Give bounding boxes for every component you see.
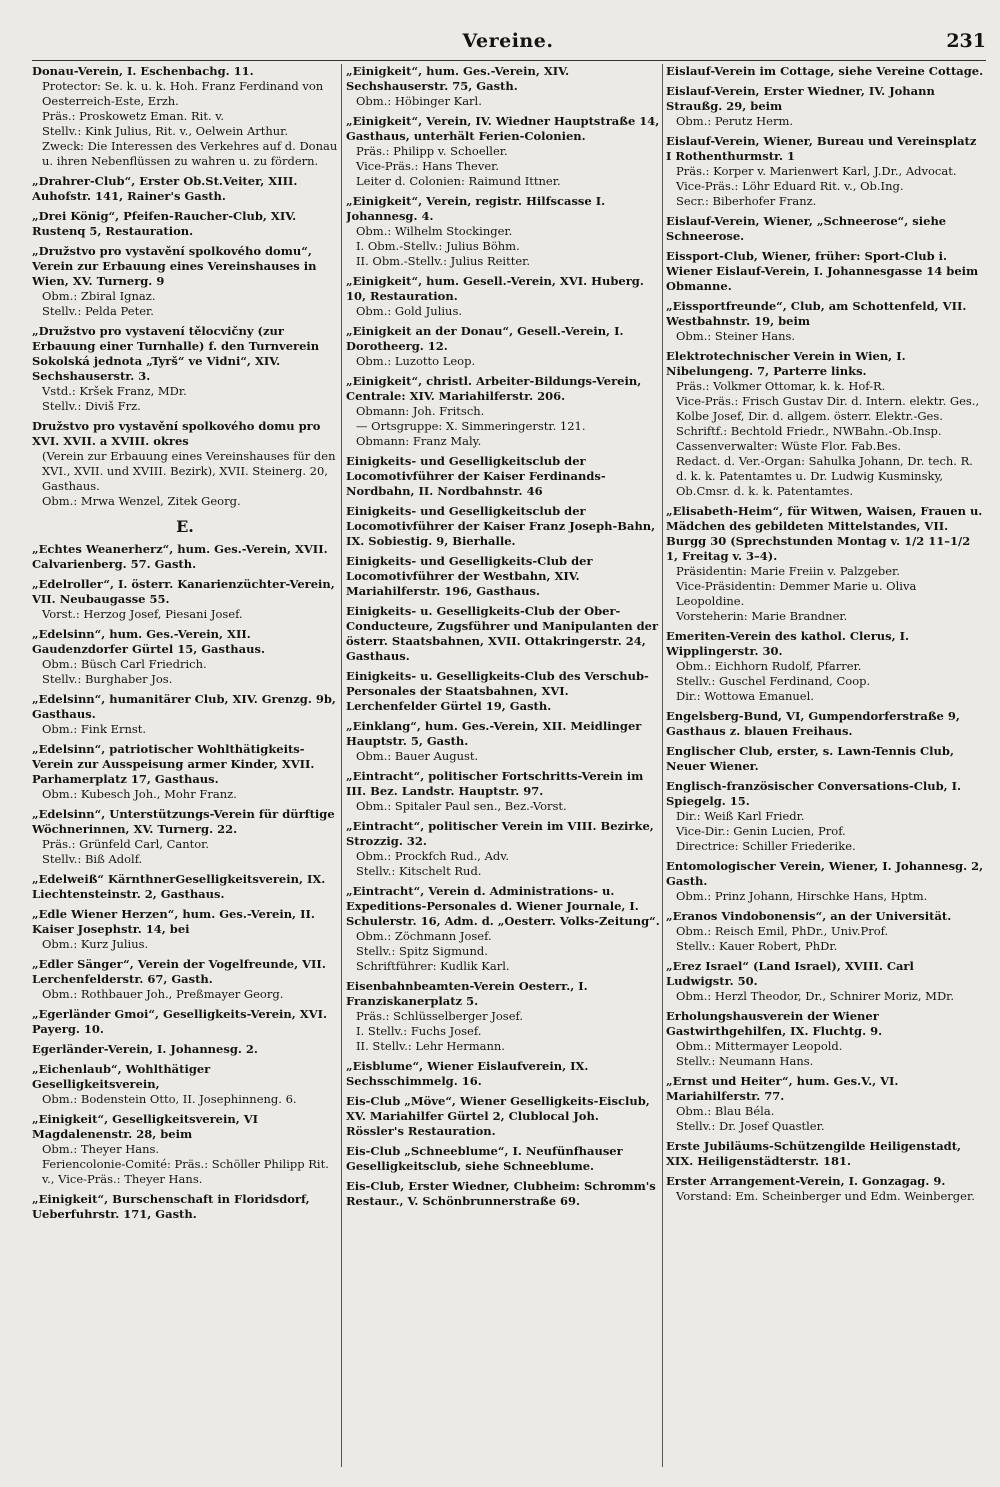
directory-entry <box>666 629 984 704</box>
entry-heading: Emeriten-Verein des kathol. Clerus, I. Wipplingerstr. 30. <box>666 629 909 658</box>
entry-heading: „Eisblume“, Wiener Eislaufverein, IX. Sechsschimmelg. 16. <box>346 1059 589 1088</box>
directory-entry <box>346 719 660 764</box>
entry-detail: Obm.: Mittermayer Leopold. <box>676 1039 843 1053</box>
entry-heading: „Edler Sänger“, Verein der Vogelfreunde, VII. Lerchenfelderstr. 67, Gasth. <box>32 957 326 986</box>
entry-heading: „Einklang“, hum. Ges.-Verein, XII. Meidlinger Hauptstr. 5, Gasth. <box>346 719 642 748</box>
directory-entry <box>346 604 660 664</box>
entry-heading: „Družstvo pro vystavění spolkového domu“, Verein zur Erbauung eines Vereinshauses in Wien, XV. Turnerg. 9 <box>32 244 317 288</box>
entry-detail: Vorstand: Em. Scheinberger und Edm. Weinberger. <box>676 1189 975 1203</box>
entry-detail: Stellv.: Spitz Sigmund. <box>356 944 488 958</box>
entry-detail: Präs.: Schlüsselberger Josef. <box>356 1009 524 1023</box>
entry-detail: Vice-Präs.: Löhr Eduard Rit. v., Ob.Ing. <box>676 179 904 193</box>
entry-detail: Schriftf.: Bechtold Friedr., NWBahn.-Ob.Insp. <box>676 424 942 438</box>
directory-entry <box>666 299 984 344</box>
directory-entry <box>32 1007 338 1037</box>
entry-heading: „Einigkeit“, Geselligkeitsverein, VI Magdalenenstr. 28, beim <box>32 1112 259 1141</box>
entry-heading: „Egerländer Gmoi“, Geselligkeits-Verein, XVI. Payerg. 10. <box>32 1007 328 1036</box>
directory-entry <box>32 542 338 572</box>
entry-detail: Obm.: Höbinger Karl. <box>356 94 482 108</box>
directory-entry <box>346 1144 660 1174</box>
entry-heading: „Edelsinn“, humanitärer Club, XIV. Grenzg. 9b, Gasthaus. <box>32 692 336 721</box>
directory-entry <box>32 957 338 1002</box>
entry-detail: (Verein zur Erbauung eines Vereinshauses für den XVI., XVII. und XVIII. Bezirk), XVII. Steinerg. 20, Gasthaus. <box>42 449 336 493</box>
entry-detail: Obm.: Theyer Hans. <box>42 1142 160 1156</box>
entry-detail: Obm.: Fink Ernst. <box>42 722 147 736</box>
entry-detail: Obm.: Wilhelm Stockinger. <box>356 224 513 238</box>
entry-detail: Stellv.: Kauer Robert, PhDr. <box>676 939 838 953</box>
entry-heading: Englisch-französischer Conversations-Club, I. Spiegelg. 15. <box>666 779 962 808</box>
directory-entry <box>32 174 338 204</box>
directory-entry <box>666 504 984 624</box>
entry-heading: „Echtes Weanerherz“, hum. Ges.-Verein, XVII. Calvarienberg. 57. Gasth. <box>32 542 328 571</box>
entry-detail: Obmann: Franz Maly. <box>356 434 482 448</box>
entry-heading: „Družstvo pro vystavení tělocvičny (zur Erbauung einer Turnhalle) f. den Turnverein Sokolská jednota „Tyrš“ ve Vidni“, XIV. Sechshauserstr. 3. <box>32 324 320 383</box>
entry-detail: Stellv.: Dr. Josef Quastler. <box>676 1119 825 1133</box>
entry-detail: Stellv.: Kink Julius, Rit. v., Oelwein Arthur. <box>42 124 289 138</box>
directory-entry <box>32 1062 338 1107</box>
entry-detail: Stellv.: Diviš Frz. <box>42 399 141 413</box>
entry-heading: „Eranos Vindobonensis“, an der Universität. <box>666 909 952 923</box>
directory-entry <box>346 769 660 814</box>
entry-heading: „Edelweiß“ KärnthnerGeselligkeitsverein, IX. Liechtensteinstr. 2, Gasthaus. <box>32 872 326 901</box>
directory-entry <box>666 349 984 499</box>
entry-heading: „Einigkeit“, hum. Gesell.-Verein, XVI. Huberg. 10, Restauration. <box>346 274 644 303</box>
directory-entry <box>32 419 338 509</box>
directory-entry <box>346 554 660 599</box>
directory-entry <box>346 274 660 319</box>
entry-detail: Obm.: Spitaler Paul sen., Bez.-Vorst. <box>356 799 567 813</box>
directory-entry <box>32 209 338 239</box>
entry-heading: Eis-Club, Erster Wiedner, Clubheim: Schromm's Restaur., V. Schönbrunnerstraße 69. <box>346 1179 656 1208</box>
directory-entry <box>346 1179 660 1209</box>
directory-entry <box>666 1139 984 1169</box>
entry-heading: Einigkeits- u. Geselligkeits-Club der Ober-Conducteure, Zugsführer und Manipulanten der österr. Staatsbahnen, XVII. Ottakringerstr. 24, Gasthaus. <box>346 604 659 663</box>
directory-entry <box>32 872 338 902</box>
entry-heading: Englischer Club, erster, s. Lawn-Tennis Club, Neuer Wiener. <box>666 744 954 773</box>
entry-heading: „Drei König“, Pfeifen-Raucher-Club, XIV. Rustenq 5, Restauration. <box>32 209 297 238</box>
entry-detail: Obm.: Zöchmann Josef. <box>356 929 492 943</box>
entry-heading: Einigkeits- u. Geselligkeits-Club des Verschub-Personales der Staatsbahnen, XVI. Lerchenfelder Gürtel 19, Gasth. <box>346 669 649 713</box>
directory-entry <box>346 454 660 499</box>
entry-heading: „Ernst und Heiter“, hum. Ges.V., VI. Mariahilferstr. 77. <box>666 1074 899 1103</box>
entry-heading: Einigkeits- und Geselligkeitsclub der Locomotivführer der Kaiser Franz Joseph-Bahn, IX. Sobiestig. 9, Bierhalle. <box>346 504 656 548</box>
entry-heading: Entomologischer Verein, Wiener, I. Johannesg. 2, Gasth. <box>666 859 984 888</box>
entry-detail: Stellv.: Neumann Hans. <box>676 1054 814 1068</box>
entry-heading: Engelsberg-Bund, VI, Gumpendorferstraße 9, Gasthaus z. blauen Freihaus. <box>666 709 960 738</box>
entry-detail: Obm.: Bauer August. <box>356 749 479 763</box>
directory-entry <box>666 214 984 244</box>
directory-entry <box>32 742 338 802</box>
directory-entry <box>346 194 660 269</box>
entry-detail: Vice-Präs.: Hans Thever. <box>356 159 500 173</box>
entry-detail: Stellv.: Burghaber Jos. <box>42 672 173 686</box>
directory-entry <box>346 504 660 549</box>
entry-heading: Egerländer-Verein, I. Johannesg. 2. <box>32 1042 258 1056</box>
directory-entry <box>32 1112 338 1187</box>
entry-heading: „Einigkeit“, Verein, IV. Wiedner Hauptstraße 14, Gasthaus, unterhält Ferien-Colonien. <box>346 114 660 143</box>
directory-entry <box>666 84 984 129</box>
entry-detail: Präs.: Philipp v. Schoeller. <box>356 144 508 158</box>
directory-entry <box>666 959 984 1004</box>
entry-detail: Präs.: Grünfeld Carl, Cantor. <box>42 837 210 851</box>
entry-detail: Leiter d. Colonien: Raimund Ittner. <box>356 174 561 188</box>
page-header <box>30 30 986 60</box>
entry-detail: Obm.: Zbiral Ignaz. <box>42 289 156 303</box>
directory-entry <box>346 324 660 369</box>
entry-detail: Präs.: Volkmer Ottomar, k. k. Hof-R. <box>676 379 886 393</box>
entry-detail: Stellv.: Pelda Peter. <box>42 304 154 318</box>
entry-detail: Präs.: Proskowetz Eman. Rit. v. <box>42 109 225 123</box>
entry-heading: Erste Jubiläums-Schützengilde Heiligenstadt, XIX. Heiligenstädterstr. 181. <box>666 1139 962 1168</box>
entry-heading: „Edelsinn“, hum. Ges.-Verein, XII. Gaudenzdorfer Gürtel 15, Gasthaus. <box>32 627 265 656</box>
entry-detail: Obm.: Blau Béla. <box>676 1104 775 1118</box>
directory-entry <box>666 1009 984 1069</box>
directory-entry <box>346 979 660 1054</box>
entry-detail: Obm.: Kurz Julius. <box>42 937 149 951</box>
entry-heading: „Edelsinn“, patriotischer Wohlthätigkeits-Verein zur Ausspeisung armer Kinder, XVII. Parhamerplatz 17, Gasthaus. <box>32 742 315 786</box>
entry-detail: Obm.: Prinz Johann, Hirschke Hans, Hptm. <box>676 889 928 903</box>
directory-entry <box>666 134 984 209</box>
directory-entry <box>666 1174 984 1204</box>
entry-heading: „Eintracht“, politischer Fortschritts-Verein im III. Bez. Landstr. Hauptstr. 97. <box>346 769 644 798</box>
directory-entry <box>346 1094 660 1139</box>
directory-entry <box>32 1042 338 1057</box>
entry-detail: Zweck: Die Interessen des Verkehres auf d. Donau u. ihren Nebenflüssen zu wahren u. zu fördern. <box>42 139 338 168</box>
entry-detail: Directrice: Schiller Friederike. <box>676 839 856 853</box>
entry-detail: Schriftführer: Kudlik Karl. <box>356 959 510 973</box>
entry-heading: „Einigkeit an der Donau“, Gesell.-Verein, I. Dorotheerg. 12. <box>346 324 624 353</box>
entry-detail: Cassenverwalter: Wüste Flor. Fab.Bes. <box>676 439 902 453</box>
directory-entry <box>32 692 338 737</box>
entry-detail: Obm.: Eichhorn Rudolf, Pfarrer. <box>676 659 862 673</box>
directory-entry <box>346 1059 660 1089</box>
entry-detail: Vstd.: Kršek Franz, MDr. <box>42 384 187 398</box>
column-right <box>666 64 984 1475</box>
directory-entry <box>666 1074 984 1134</box>
entry-detail: Präs.: Korper v. Marienwert Karl, J.Dr., Advocat. <box>676 164 957 178</box>
entry-heading: Eislauf-Verein, Erster Wiedner, IV. Johann Straußg. 29, beim <box>666 84 935 113</box>
column-left <box>32 64 338 1475</box>
entry-detail: Obm.: Prockfch Rud., Adv. <box>356 849 510 863</box>
entry-heading: Eisenbahnbeamten-Verein Oesterr., I. Franziskanerplatz 5. <box>346 979 588 1008</box>
entry-heading: Eislauf-Verein, Wiener, Bureau und Vereinsplatz I Rothenthurmstr. 1 <box>666 134 977 163</box>
entry-detail: Dir.: Weiß Karl Friedr. <box>676 809 805 823</box>
entry-detail: Stellv.: Guschel Ferdinand, Coop. <box>676 674 871 688</box>
entry-detail: II. Obm.-Stellv.: Julius Reitter. <box>356 254 531 268</box>
entry-heading: Erster Arrangement-Verein, I. Gonzagag. 9. <box>666 1174 946 1188</box>
entry-heading: „Einigkeit“, christl. Arbeiter-Bildungs-Verein, Centrale: XIV. Mariahilferstr. 206. <box>346 374 642 403</box>
entry-detail: II. Stellv.: Lehr Hermann. <box>356 1039 505 1053</box>
entry-heading: Erholungshausverein der Wiener Gastwirthgehilfen, IX. Fluchtg. 9. <box>666 1009 883 1038</box>
directory-entry <box>666 744 984 774</box>
column-divider <box>662 64 663 1467</box>
entry-heading: „Elisabeth-Heim“, für Witwen, Waisen, Frauen u. Mädchen des gebildeten Mittelstandes, VII. Burgg 30 (Sprechstunden Montag v. 1/2 11–1/2 1, Freitag v. 3–4). <box>666 504 983 563</box>
entry-detail: Obm.: Perutz Herm. <box>676 114 794 128</box>
entry-heading: „Edelroller“, I. österr. Kanarienzüchter-Verein, VII. Neubaugasse 55. <box>32 577 335 606</box>
entry-detail: Obm.: Mrwa Wenzel, Zitek Georg. <box>42 494 241 508</box>
entry-detail: Obm.: Büsch Carl Friedrich. <box>42 657 207 671</box>
entry-heading: „Eichenlaub“, Wohlthätiger Geselligkeitsverein, <box>32 1062 211 1091</box>
entry-detail: Obm.: Kubesch Joh., Mohr Franz. <box>42 787 237 801</box>
directory-entry <box>32 324 338 414</box>
entry-detail: Vice-Präsidentin: Demmer Marie u. Oliva Leopoldine. <box>676 579 917 608</box>
entry-detail: Stellv.: Biß Adolf. <box>42 852 143 866</box>
entry-detail: Feriencolonie-Comité: Präs.: Schöller Philipp Rit. v., Vice-Präs.: Theyer Hans. <box>42 1157 329 1186</box>
entry-heading: „Einigkeit“, hum. Ges.-Verein, XIV. Sechshauserstr. 75, Gasth. <box>346 64 570 93</box>
directory-entry <box>32 1192 338 1222</box>
directory-entry <box>346 669 660 714</box>
entry-detail: Vice-Präs.: Frisch Gustav Dir. d. Intern. elektr. Ges., Kolbe Josef, Dir. d. allgem. österr. Elektr.-Ges. <box>676 394 980 423</box>
column-divider <box>341 64 342 1467</box>
entry-detail: Vorst.: Herzog Josef, Piesani Josef. <box>42 607 243 621</box>
entry-detail: Obm.: Luzotto Leop. <box>356 354 476 368</box>
directory-entry <box>666 64 984 79</box>
entry-detail: I. Obm.-Stellv.: Julius Böhm. <box>356 239 520 253</box>
page-number: 231 <box>946 30 986 52</box>
entry-detail: Obm.: Reisch Emil, PhDr., Univ.Prof. <box>676 924 889 938</box>
directory-entry <box>666 779 984 854</box>
entry-heading: Donau-Verein, I. Eschenbachg. 11. <box>32 64 254 78</box>
entry-heading: Družstvo pro vystavění spolkového domu pro XVI. XVII. a XVIII. okres <box>32 419 321 448</box>
entry-detail: Secr.: Biberhofer Franz. <box>676 194 817 208</box>
directory-entry <box>32 907 338 952</box>
entry-detail: Obm.: Bodenstein Otto, II. Josephinneng. 6. <box>42 1092 297 1106</box>
directory-entry <box>32 627 338 687</box>
entry-detail: Stellv.: Kitschelt Rud. <box>356 864 482 878</box>
directory-entry <box>32 577 338 622</box>
entry-heading: Einigkeits- und Geselligkeits-Club der Locomotivführer der Westbahn, XIV. Mariahilferstr. 196, Gasthaus. <box>346 554 593 598</box>
directory-entry <box>666 859 984 904</box>
directory-entry <box>346 374 660 449</box>
directory-entry <box>666 249 984 294</box>
section-letter: E. <box>176 517 194 536</box>
entry-heading: Eis-Club „Möve“, Wiener Geselligkeits-Eisclub, XV. Mariahilfer Gürtel 2, Clublocal Joh. Rössler's Restauration. <box>346 1094 650 1138</box>
entry-heading: „Edelsinn“, Unterstützungs-Verein für dürftige Wöchnerinnen, XV. Turnerg. 22. <box>32 807 335 836</box>
directory-entry <box>32 244 338 319</box>
entry-heading: „Erez Israel“ (Land Israel), XVIII. Carl Ludwigstr. 50. <box>666 959 914 988</box>
directory-entry <box>32 64 338 169</box>
entry-heading: „Eissportfreunde“, Club, am Schottenfeld, VII. Westbahnstr. 19, beim <box>666 299 967 328</box>
entry-detail: Vice-Dir.: Genin Lucien, Prof. <box>676 824 846 838</box>
entry-heading: „Eintracht“, politischer Verein im VIII. Bezirke, Strozzig. 32. <box>346 819 654 848</box>
header-rule <box>32 60 986 61</box>
entry-heading: Eislauf-Verein im Cottage, siehe Vereine Cottage. <box>666 64 984 78</box>
entry-detail: Obm.: Gold Julius. <box>356 304 463 318</box>
entry-detail: Obm.: Herzl Theodor, Dr., Schnirer Moriz, MDr. <box>676 989 955 1003</box>
directory-entry <box>32 807 338 867</box>
entry-detail: — Ortsgruppe: X. Simmeringerstr. 121. <box>356 419 586 433</box>
entry-detail: I. Stellv.: Fuchs Josef. <box>356 1024 482 1038</box>
entry-heading: „Einigkeit“, Burschenschaft in Floridsdorf, Ueberfuhrstr. 171, Gasth. <box>32 1192 310 1221</box>
directory-entry <box>346 819 660 879</box>
entry-heading: „Drahrer-Club“, Erster Ob.St.Veiter, XIII. Auhofstr. 141, Rainer's Gasth. <box>32 174 298 203</box>
directory-entry <box>346 114 660 189</box>
entry-detail: Präsidentin: Marie Freiin v. Palzgeber. <box>676 564 900 578</box>
entry-heading: Eislauf-Verein, Wiener, „Schneerose“, siehe Schneerose. <box>666 214 947 243</box>
entry-heading: „Eintracht“, Verein d. Administrations- u. Expeditions-Personales d. Wiener Journale, I. Schulerstr. 16, Adm. d. „Oesterr. Volks-Zeitung“. <box>346 884 660 928</box>
entry-heading: Eissport-Club, Wiener, früher: Sport-Club i. Wiener Eislauf-Verein, I. Johannesgasse 14 beim Obmanne. <box>666 249 979 293</box>
entry-heading: Einigkeits- und Geselligkeitsclub der Locomotivführer der Kaiser Ferdinands-Nordbahn, II. Nordbahnstr. 46 <box>346 454 606 498</box>
entry-detail: Redact. d. Ver.-Organ: Sahulka Johann, Dr. tech. R. d. k. k. Patentamtes u. Dr. Ludwig Kusminsky, Ob.Cmsr. d. k. k. Patentamtes. <box>676 454 973 498</box>
column-middle <box>346 64 660 1475</box>
entry-detail: Protector: Se. k. u. k. Hoh. Franz Ferdinand von Oesterreich-Este, Erzh. <box>42 79 324 108</box>
page-title: Vereine. <box>462 30 554 52</box>
directory-entry <box>666 709 984 739</box>
directory-entry <box>346 884 660 974</box>
directory-entry <box>346 64 660 109</box>
entry-detail: Obm.: Rothbauer Joh., Preßmayer Georg. <box>42 987 284 1001</box>
entry-detail: Obm.: Steiner Hans. <box>676 329 796 343</box>
entry-heading: „Einigkeit“, Verein, registr. Hilfscasse I. Johannesg. 4. <box>346 194 606 223</box>
entry-detail: Vorsteherin: Marie Brandner. <box>676 609 848 623</box>
entry-detail: Dir.: Wottowa Emanuel. <box>676 689 814 703</box>
entry-heading: Elektrotechnischer Verein in Wien, I. Nibelungeng. 7, Parterre links. <box>666 349 906 378</box>
entry-heading: „Edle Wiener Herzen“, hum. Ges.-Verein, II. Kaiser Josephstr. 14, bei <box>32 907 315 936</box>
entry-heading: Eis-Club „Schneeblume“, I. Neufünfhauser Geselligkeitsclub, siehe Schneeblume. <box>346 1144 623 1173</box>
entry-detail: Obmann: Joh. Fritsch. <box>356 404 485 418</box>
directory-entry <box>666 909 984 954</box>
